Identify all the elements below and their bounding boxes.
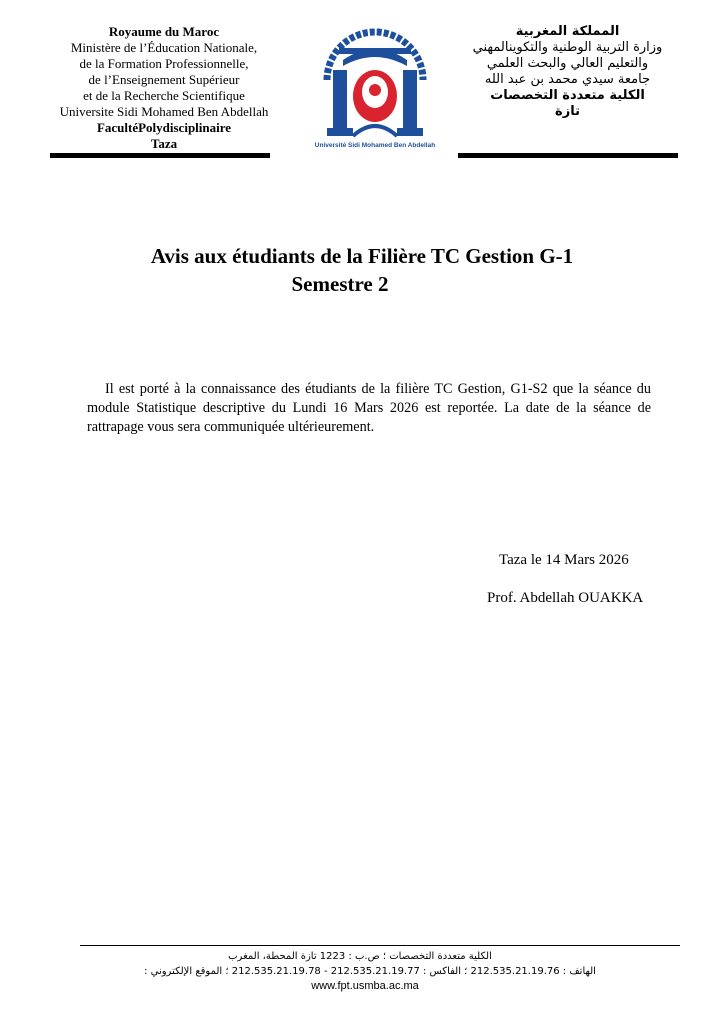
header-right-rule xyxy=(458,153,678,158)
faculty-name-ar: الكلية متعددة التخصصات xyxy=(490,88,645,103)
ministry-ar-line2: والتعليم العالي والبحث العلمي xyxy=(486,56,649,71)
ministry-line4: et de la Recherche Scientifique xyxy=(83,88,245,103)
kingdom-name-fr: Royaume du Maroc xyxy=(108,24,220,39)
ministry-line3: de l’Enseignement Supérieur xyxy=(88,72,240,87)
signer-name: Prof. Abdellah OUAKKA xyxy=(487,590,644,606)
notice-subtitle: Semestre 2 xyxy=(291,272,389,296)
city-ar: تازة xyxy=(555,104,580,119)
university-name-fr: Universite Sidi Mohamed Ben Abdellah xyxy=(59,104,269,119)
ministry-line2: de la Formation Professionnelle, xyxy=(79,56,249,71)
city-fr: Taza xyxy=(150,136,178,151)
notice-body: Il est porté à la connaissance des étudiants de la filière TC Gestion, G1-S2 que la séance du module Statistique descriptive du Lundi 16 Mars 2026 est reportée. La date de la séance de rattrapage vous sera communiquée ultérieurement. xyxy=(87,381,651,435)
ministry-ar-line1: وزارة التربية الوطنية والتكوينالمهني xyxy=(472,40,663,55)
footer-contacts: الهاتف : 212.535.21.19.76 ؛ الفاكس : 212.535.21.19.77 - 212.535.21.19.78 ؛ الموقع الإلكتروني : xyxy=(144,966,596,977)
faculty-name-fr: FacultéPolydisciplinaire xyxy=(96,120,232,135)
header-left-rule xyxy=(50,153,270,158)
footer-rule xyxy=(80,945,680,946)
kingdom-name-ar: المملكة المغربية xyxy=(515,24,620,39)
university-name-ar: جامعة سيدي محمد بن عبد الله xyxy=(484,72,651,87)
notice-title: Avis aux étudiants de la Filière TC Gestion G-1 xyxy=(150,244,574,268)
notice-date: Taza le 14 Mars 2026 xyxy=(499,552,629,568)
ministry-line1: Ministère de l’Éducation Nationale, xyxy=(70,40,258,55)
header-right xyxy=(455,24,680,120)
footer-address: الكلية متعددة التخصصات ؛ ص.ب : 1223 تازة المحطة، المغرب xyxy=(228,951,492,962)
footer-website: www.fpt.usmba.ac.ma xyxy=(311,980,419,992)
logo-caption: Université Sidi Mohamed Ben Abdellah xyxy=(314,142,436,149)
header-left xyxy=(44,24,284,152)
